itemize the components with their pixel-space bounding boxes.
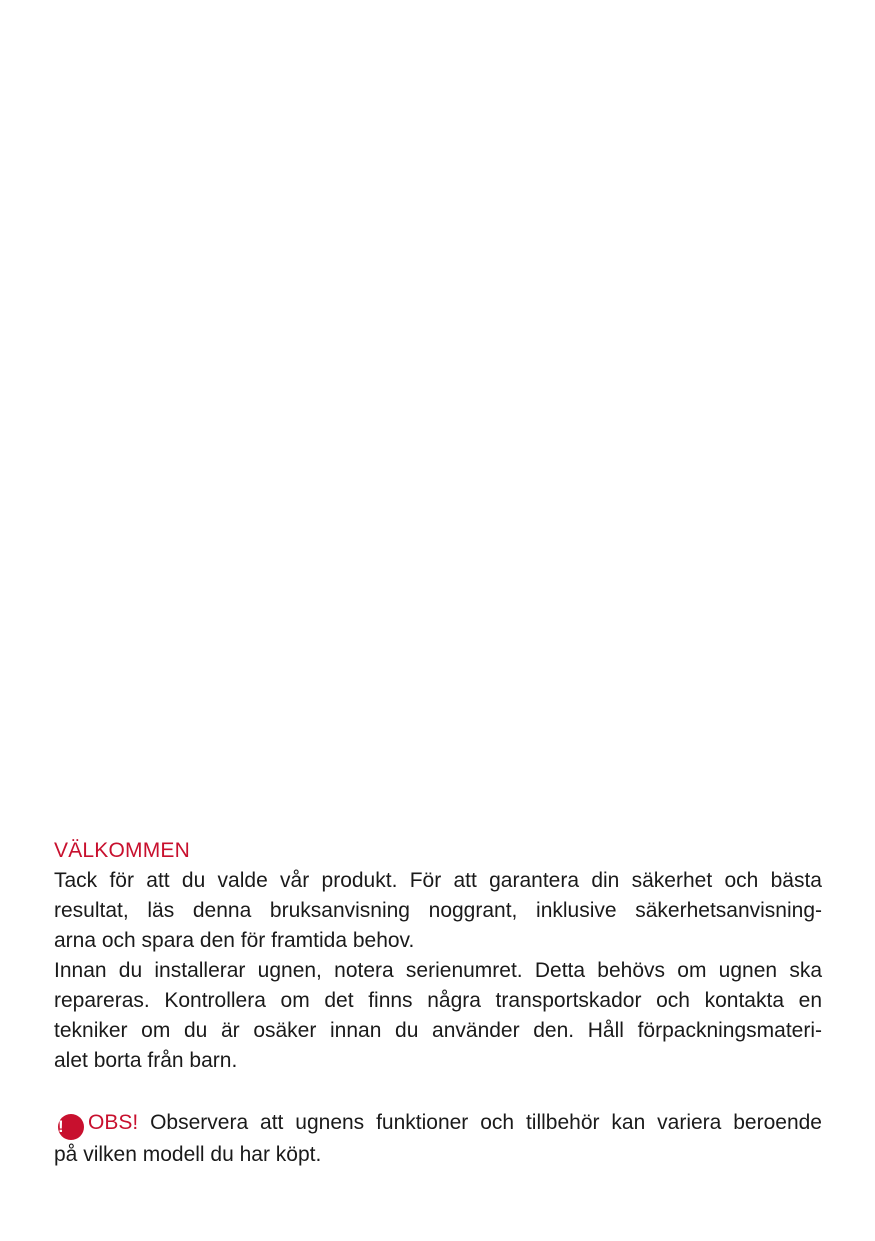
text-line: Tack för att du valde vår produkt. För att garantera din säkerhet och bästa <box>54 869 822 892</box>
notice-line <box>54 1108 822 1140</box>
notice-text: Observera att ugnens funktioner och tillbehör kan variera beroende <box>150 1111 822 1134</box>
text-line: resultat, läs denna bruksanvisning noggrant, inklusive säkerhetsanvisning- <box>54 899 822 922</box>
text-line: repareras. Kontrollera om det finns några transportskador och kontakta en <box>54 989 822 1012</box>
text-line: Innan du installerar ugnen, notera serienumret. Detta behövs om ugnen ska <box>54 959 822 982</box>
notice-section <box>54 1108 822 1170</box>
text-line: arna och spara den för framtida behov. <box>54 929 415 952</box>
text-line: tekniker om du är osäker innan du använder den. Håll förpackningsmateri- <box>54 1019 822 1042</box>
text-line: alet borta från barn. <box>54 1049 238 1072</box>
notice-line: på vilken modell du har köpt. <box>54 1143 322 1166</box>
welcome-heading: VÄLKOMMEN <box>54 839 190 862</box>
welcome-paragraph-2 <box>54 956 822 1076</box>
welcome-paragraph-1 <box>54 866 822 956</box>
exclamation-icon: ! <box>58 1114 84 1140</box>
notice-label: OBS! <box>88 1111 139 1134</box>
welcome-section <box>54 836 822 1076</box>
